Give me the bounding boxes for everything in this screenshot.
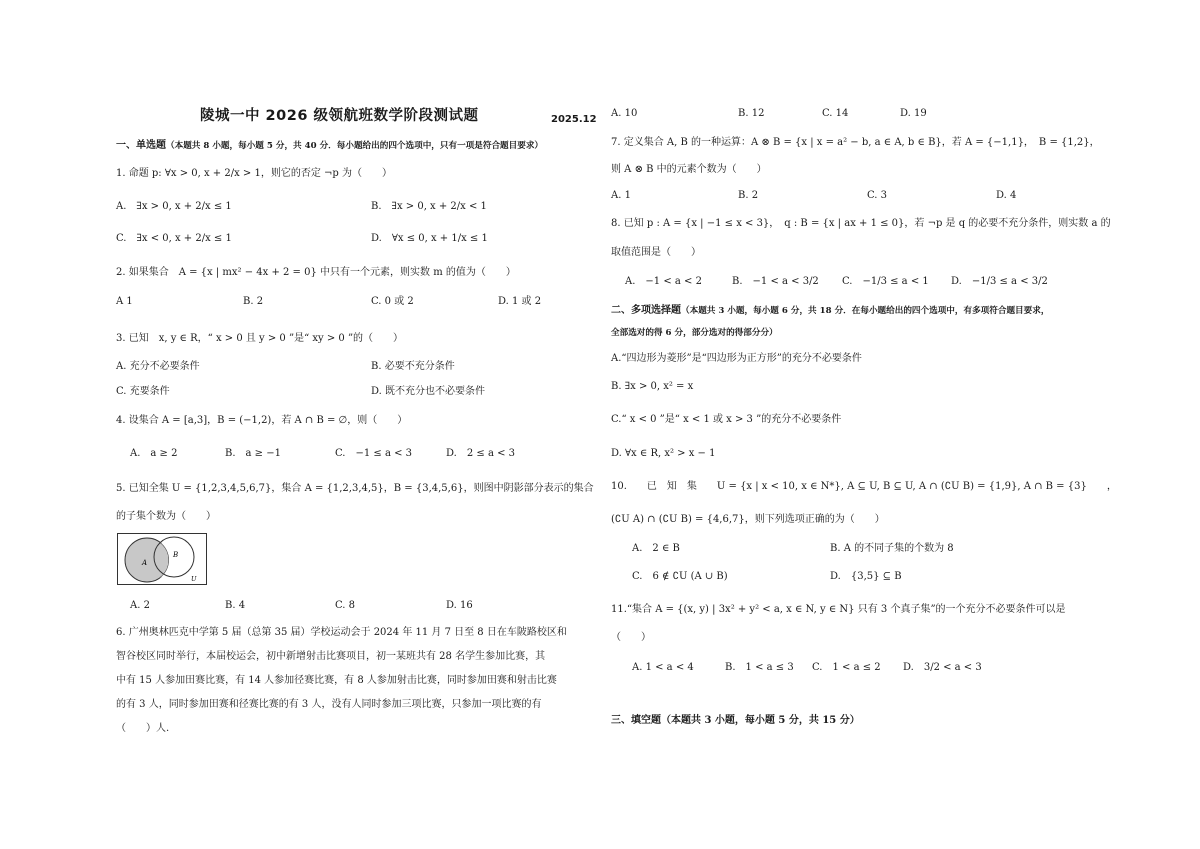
question-11-line-1: 11.“集合 A = {(x, y) | 3x² + y² < a, x ∈ N, y ∈ N} 只有 3 个真子集”的一个充分不必要条件可以是 xyxy=(611,604,1066,615)
question-6-option-b: B. 12 xyxy=(738,108,765,119)
question-1-option-b: B. ∃x > 0, x + 2/x < 1 xyxy=(371,201,487,212)
question-6-line-2: 智谷校区同时举行，本届校运会，初中新增射击比赛项目，初一某班共有 28 名学生参加比赛，其 xyxy=(116,651,546,662)
section-1-header xyxy=(116,140,543,152)
question-11-option-d: D. 3/2 < a < 3 xyxy=(903,662,982,673)
question-10-line-1: 10. 已 知 集 U = {x | x < 10, x ∈ N*}, A ⊆ U, B ⊆ U, A ∩ (∁U B) = {1,9}, A ∩ B = {3} ， xyxy=(611,481,1117,492)
question-6-line-4: 的有 3 人，同时参加田赛和径赛比赛的有 3 人，没有人同时参加三项比赛，只参加一项比赛的有 xyxy=(116,699,542,710)
question-2-option-c: C. 0 或 2 xyxy=(371,296,414,307)
venn-label-b: B xyxy=(173,551,179,559)
exam-date: 2025.12 xyxy=(551,114,597,125)
question-7-option-c: C. 3 xyxy=(867,190,888,201)
venn-label-a: A xyxy=(142,559,148,567)
question-1-stem: 1. 命题 p: ∀x > 0, x + 2/x > 1，则它的否定 ¬p 为（ ） xyxy=(116,168,392,179)
question-3-option-d: D. 既不充分也不必要条件 xyxy=(371,386,486,397)
question-4-stem: 4. 设集合 A = [a,3]，B = (−1,2)，若 A ∩ B = ∅，则（ ） xyxy=(116,415,408,426)
question-1-option-d: D. ∀x ≤ 0, x + 1/x ≤ 1 xyxy=(371,233,488,244)
question-1-option-a: A. ∃x > 0, x + 2/x ≤ 1 xyxy=(116,201,232,212)
question-10-option-a: A. 2 ∈ B xyxy=(632,543,680,554)
section-2-header xyxy=(611,305,1049,317)
question-4-option-b: B. a ≥ −1 xyxy=(225,448,281,459)
question-5-option-c: C. 8 xyxy=(335,600,356,611)
question-1-option-c: C. ∃x < 0, x + 2/x ≤ 1 xyxy=(116,233,232,244)
question-5-option-d: D. 16 xyxy=(446,600,473,611)
question-6-line-3: 中有 15 人参加田赛比赛，有 14 人参加径赛比赛，有 8 人参加射击比赛，同时参加田赛和射击比赛 xyxy=(116,675,557,686)
question-6-option-a: A. 10 xyxy=(611,108,638,119)
question-7-option-b: B. 2 xyxy=(738,190,759,201)
question-7-line-2: 则 A ⊗ B 中的元素个数为（ ） xyxy=(611,164,767,175)
question-5-option-b: B. 4 xyxy=(225,600,246,611)
venn-diagram xyxy=(117,533,207,585)
question-7-option-a: A. 1 xyxy=(611,190,631,201)
question-8-option-b: B. −1 < a < 3/2 xyxy=(732,276,819,287)
question-8-option-d: D. −1/3 ≤ a < 3/2 xyxy=(951,276,1048,287)
section-1-note: （本题共 8 小题，每小题 5 分，共 40 分．每小题给出的四个选项中，只有一项是符合题目要求） xyxy=(166,141,544,151)
question-4-option-c: C. −1 ≤ a < 3 xyxy=(335,448,413,459)
question-9-option-a: A.“四边形为菱形”是“四边形为正方形”的充分不必要条件 xyxy=(611,353,862,364)
question-3-option-b: B. 必要不充分条件 xyxy=(371,361,455,372)
question-2-option-a: A 1 xyxy=(116,296,133,307)
question-10-line-2: (∁U A) ∩ (∁U B) = {4,6,7}，则下列选项正确的为（ ） xyxy=(611,514,885,525)
question-8-line-1: 8. 已知 p : A = {x | −1 ≤ x < 3}， q : B = {x | ax + 1 ≤ 0}，若 ¬p 是 q 的必要不充分条件，则实数 a 的 xyxy=(611,218,1111,229)
question-6-option-d: D. 19 xyxy=(900,108,927,119)
question-9-option-c: C.“ x < 0 ”是“ x < 1 或 x > 3 ”的充分不必要条件 xyxy=(611,414,842,425)
question-11-option-a: A. 1 < a < 4 xyxy=(632,662,694,673)
venn-label-u: U xyxy=(191,575,197,583)
question-8-option-c: C. −1/3 ≤ a < 1 xyxy=(842,276,929,287)
question-10-option-b: B. A 的不同子集的个数为 8 xyxy=(830,543,954,554)
section-3-heading: 三、填空题（本题共 3 小题，每小题 5 分，共 15 分） xyxy=(611,715,860,726)
question-9-option-d: D. ∀x ∈ R, x² > x − 1 xyxy=(611,448,716,459)
question-7-option-d: D. 4 xyxy=(996,190,1017,201)
question-6-line-1: 6. 广州奥林匹克中学第 5 届（总第 35 届）学校运动会于 2024 年 11 月 7 日至 8 日在车陂路校区和 xyxy=(116,627,567,638)
question-2-option-b: B. 2 xyxy=(243,296,264,307)
question-11-option-c: C. 1 < a ≤ 2 xyxy=(812,662,881,673)
question-8-line-2: 取值范围是（ ） xyxy=(611,247,701,258)
question-11-option-b: B. 1 < a ≤ 3 xyxy=(725,662,794,673)
question-2-stem: 2. 如果集合 A = {x | mx² − 4x + 2 = 0} 中只有一个元素，则实数 m 的值为（ ） xyxy=(116,267,516,278)
section-2-heading: 二、多项选择题 xyxy=(611,305,681,316)
question-2-option-d: D. 1 或 2 xyxy=(498,296,542,307)
page-title: 陵城一中 2026 级领航班数学阶段测试题 xyxy=(200,108,479,124)
question-9-option-b: B. ∃x > 0, x² = x xyxy=(611,381,694,392)
question-5-stem-line-1: 5. 已知全集 U = {1,2,3,4,5,6,7}，集合 A = {1,2,3,4,5}，B = {3,4,5,6}，则图中阴影部分表示的集合 xyxy=(116,483,594,494)
question-11-line-2: （ ） xyxy=(611,632,651,643)
question-3-option-a: A. 充分不必要条件 xyxy=(116,361,200,372)
section-1-heading: 一、单选题 xyxy=(116,140,166,151)
question-5-stem-line-2: 的子集个数为（ ） xyxy=(116,511,216,522)
question-10-option-d: D. {3,5} ⊆ B xyxy=(830,571,902,582)
question-8-option-a: A. −1 < a < 2 xyxy=(625,276,702,287)
question-3-option-c: C. 充要条件 xyxy=(116,386,170,397)
question-6-line-5: （ ）人. xyxy=(116,723,170,734)
section-2-note-line-2: 全部选对的得 6 分，部分选对的得部分分） xyxy=(611,328,778,338)
question-6-option-c: C. 14 xyxy=(822,108,849,119)
question-10-option-c: C. 6 ∉ ∁U (A ∪ B) xyxy=(632,571,728,582)
question-4-option-d: D. 2 ≤ a < 3 xyxy=(446,448,515,459)
question-4-option-a: A. a ≥ 2 xyxy=(130,448,178,459)
question-3-stem: 3. 已知 x, y ∈ R，“ x > 0 且 y > 0 ”是“ xy > 0 ”的（ ） xyxy=(116,333,404,344)
question-5-option-a: A. 2 xyxy=(130,600,150,611)
section-2-note: （本题共 3 小题，每小题 6 分，共 18 分．在每小题给出的四个选项中，有多项符合题目要求， xyxy=(681,306,1050,316)
question-7-line-1: 7. 定义集合 A, B 的一种运算：A ⊗ B = {x | x = a² − b, a ∈ A, b ∈ B}，若 A = {−1,1}， B = {1,2}， xyxy=(611,137,1100,148)
